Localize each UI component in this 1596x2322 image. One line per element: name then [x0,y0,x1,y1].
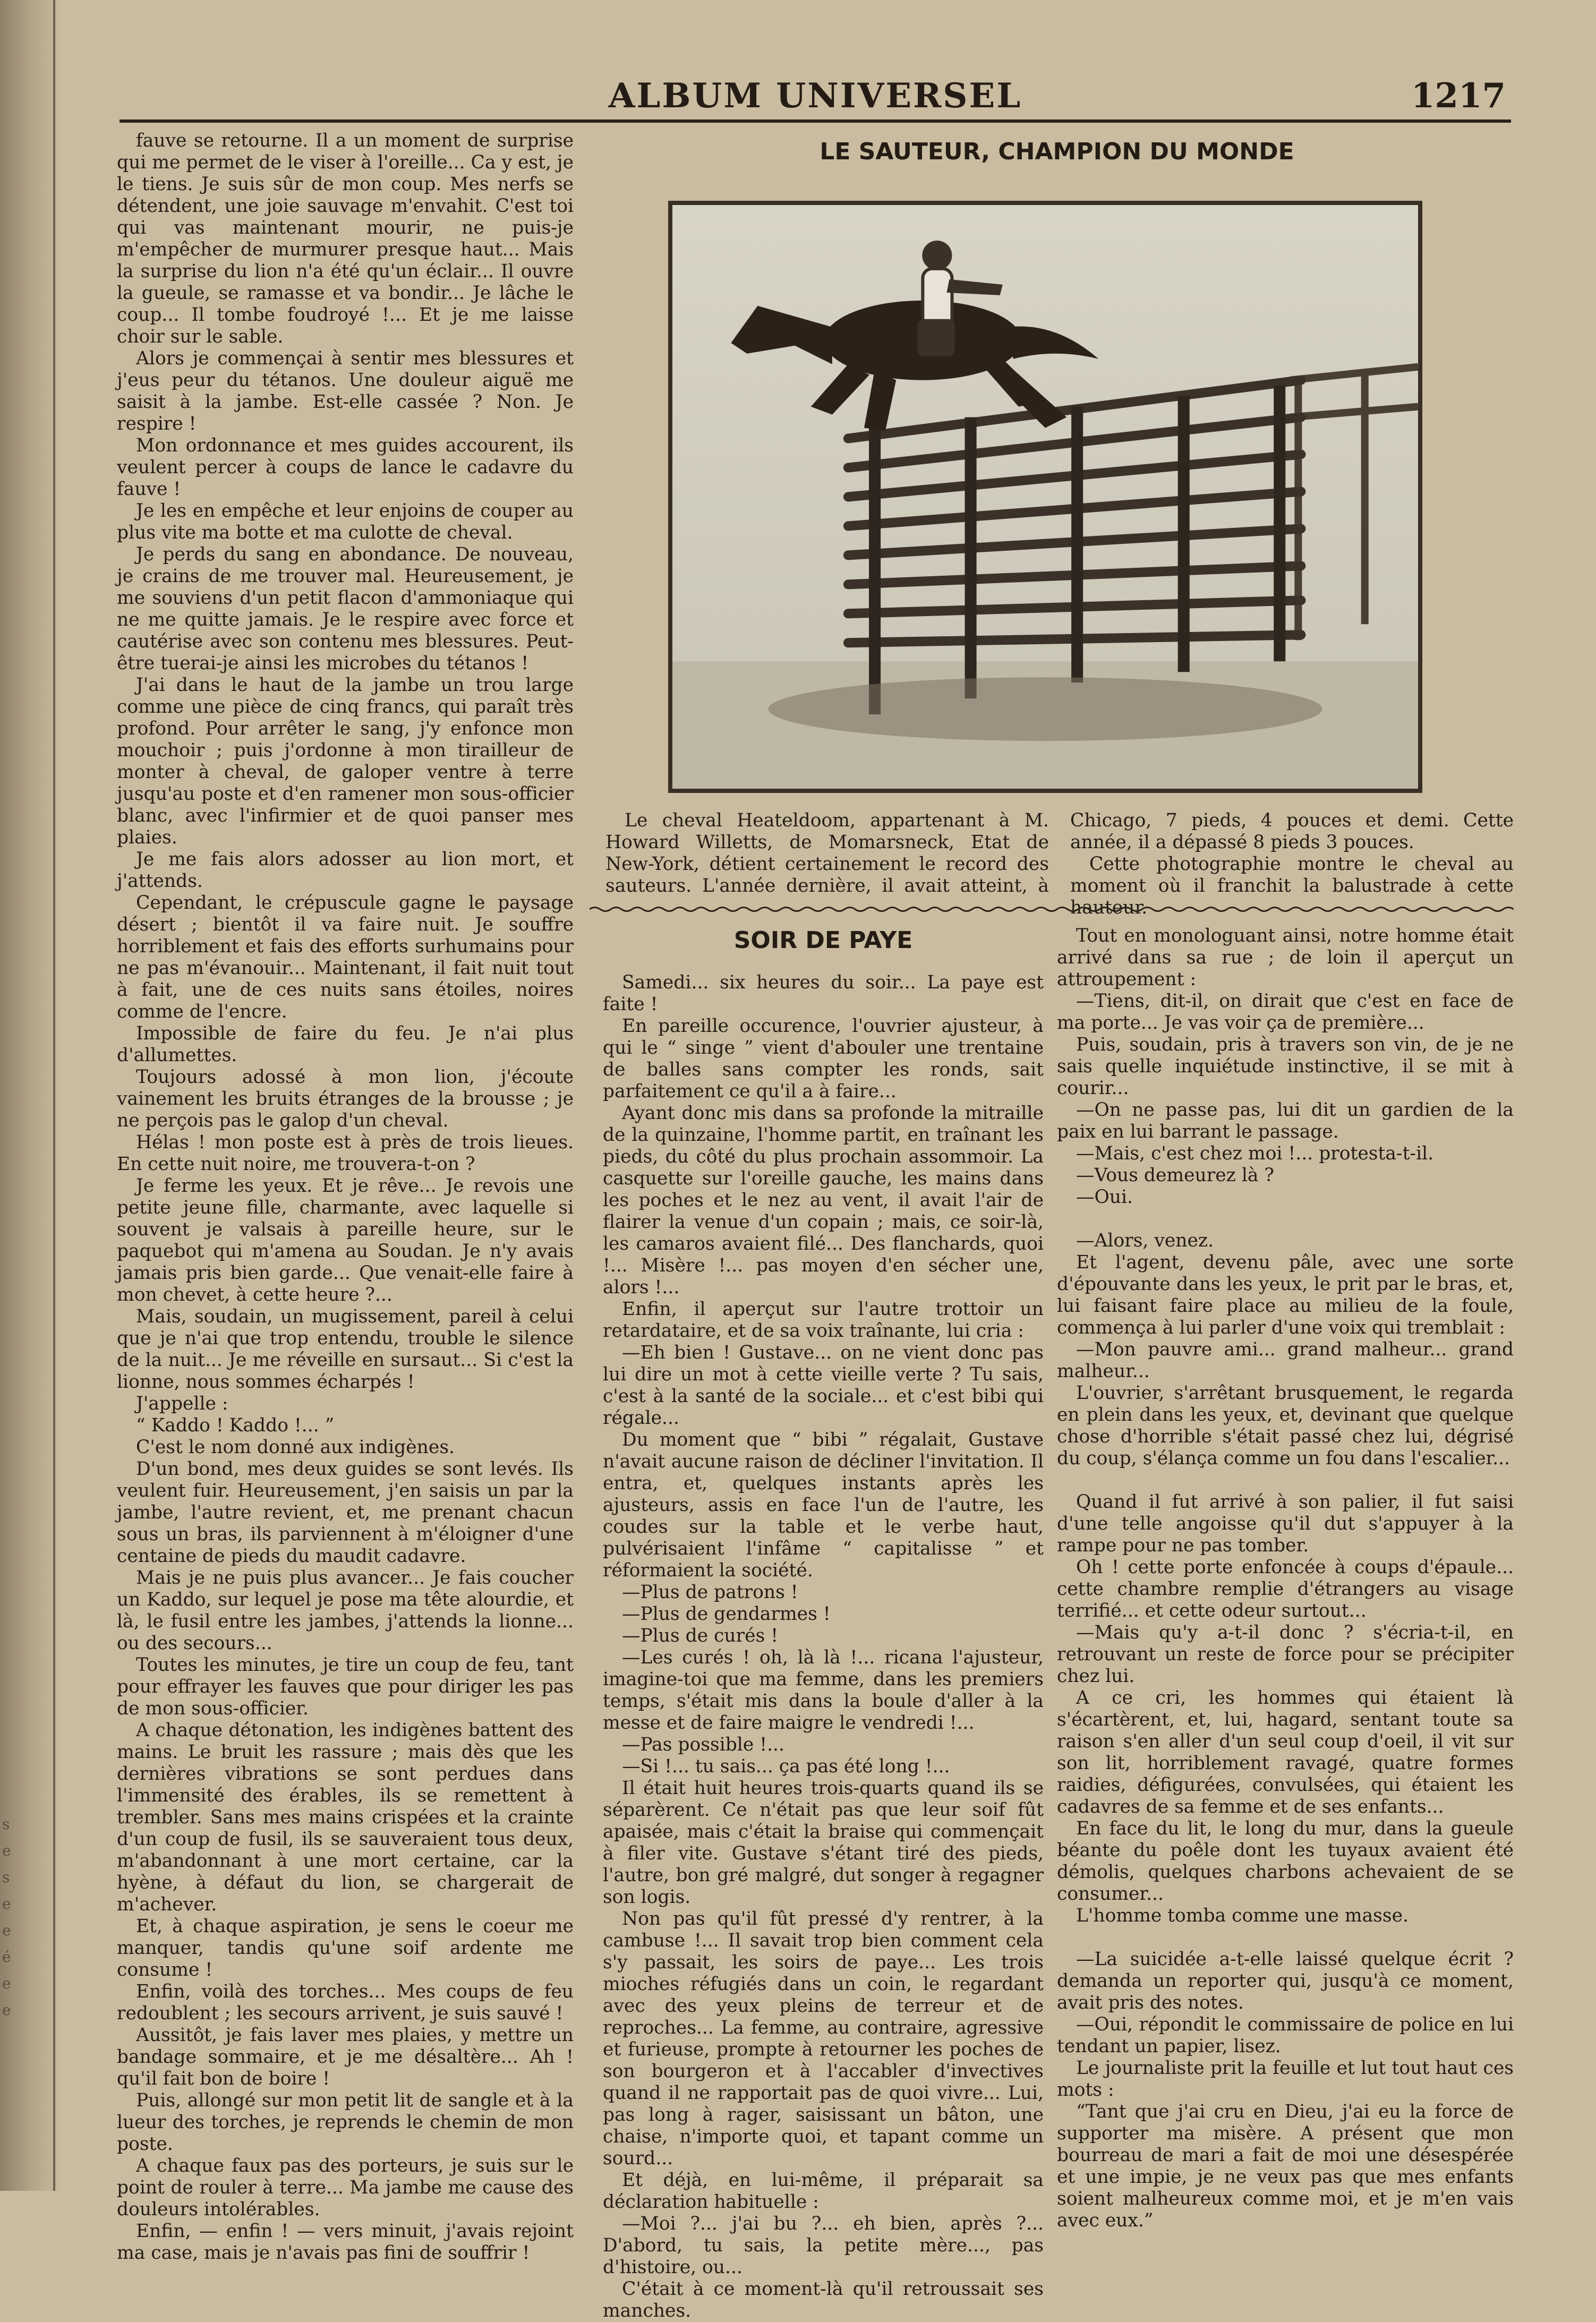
paragraph: Quand il fut arrivé à son palier, il fut saisi d'une telle angoisse qu'il dut s'appuyer à la rampe pour ne pas tomber. [1057,1491,1514,1556]
paragraph: “ Kaddo ! Kaddo !... ” [136,1415,335,1436]
paragraph: —Eh bien ! Gustave... on ne vient donc pas lui dire un mot à cette vieille verte ? Tu sais, c'est à la santé de la sociale... et c'est bibi qui régale... [603,1342,1044,1429]
paragraph: —Mais qu'y a-t-il donc ? s'écria-t-il, en retrouvant un reste de force pour se précipiter chez lui. [1057,1622,1514,1687]
paragraph: Toutes les minutes, je tire un coup de feu, tant pour effrayer les fauves que pour diriger les pas de mon sous-officier. [117,1654,574,1719]
paragraph: Samedi... six heures du soir... La paye est faite ! [603,972,1044,1015]
margin-fragment: e [2,2001,11,2019]
paragraph: En face du lit, le long du mur, dans la gueule béante du poêle dont les tuyaux avaient été démolis, quelques charbons achevaient de se consumer... [1057,1818,1514,1905]
paragraph: fauve se retourne. Il a un moment de surprise qui me permet de le viser à l'oreille... Ca y est, je le tiens. Je suis sûr de mon coup. Mes nerfs se détendent, une joie sauvage m'envahit. C'est toi qui vas maintenant mourir, ne puis-je m'empêcher de murmurer presque haut... Mais la surprise du lion n'a été qu'un éclair... Il ouvre la gueule, se ramasse et va bondir... Je lâche le coup... Il tombe foudroyé !... Et je me laisse choir sur le sable. [117,130,574,347]
paragraph: Cette photographie montre le cheval au moment où il franchit la balustrade à cette hauteur. [1070,853,1514,918]
paragraph: C'est le nom donné aux indigènes. [136,1437,455,1458]
story-title: SOIR DE PAYE [733,927,913,954]
story-column-b [1057,925,1514,2232]
paragraph: L'homme tomba comme une masse. [1076,1905,1409,1926]
paragraph: —Plus de gendarmes ! [622,1603,831,1625]
journal-title: ALBUM UNIVERSEL [608,76,1022,116]
margin-fragment: e [2,1975,11,1992]
paragraph: —Pas possible !... [622,1734,784,1755]
paragraph: J'ai dans le haut de la jambe un trou large comme une pièce de cinq francs, qui paraît très profond. Pour arrêter le sang, j'y enfonce mon mouchoir ; puis j'ordonne à mon tirailleur de monter à cheval, de galoper ventre à terre jusqu'au poste et d'en ramener mon sous-officier blanc, avec l'infirmier et de quoi panser mes plaies. [117,675,574,848]
paragraph: Impossible de faire du feu. Je n'ai plus d'allumettes. [117,1023,574,1066]
paragraph: “Tant que j'ai cru en Dieu, j'ai eu la force de supporter ma misère. A présent que mon bourreau de mari a fait de moi une désespérée et une impie, je ne veux pas que mes enfants soient malheureux comme moi, et je m'en vais avec eux.” [1057,2101,1514,2231]
paragraph: Enfin, — enfin ! — vers minuit, j'avais rejoint ma case, mais je n'avais pas fini de souffrir ! [117,2221,574,2264]
paragraph: —Mais, c'est chez moi !... protesta-t-il. [1076,1143,1434,1164]
paragraph: Hélas ! mon poste est à près de trois lieues. En cette nuit noire, me trouvera-t-on ? [117,1132,574,1175]
paragraph: Cependant, le crépuscule gagne le paysage désert ; bientôt il va faire nuit. Je souffre horriblement et fais des efforts surhumains pour ne pas m'évanouir... Maintenant, il fait nuit tout à fait, une de ces nuits sans étoiles, noires comme de l'encre. [117,892,574,1022]
margin-fragment: e [2,1922,11,1939]
paragraph: C'était à ce moment-là qu'il retroussait ses manches. [603,2278,1044,2321]
paragraph: Mais, soudain, un mugissement, pareil à celui que je n'ai que trop entendu, trouble le silence de la nuit... Je me réveille en sursaut... Si c'est la lionne, nous sommes écharpés ! [117,1306,574,1393]
paragraph: A chaque détonation, les indigènes battent des mains. Le bruit les rassure ; mais dès que les dernières vibrations se sont perdues dans l'immensité des érables, ils se remettent à trembler. Sans mes mains crispées et la crainte d'un coup de fusil, ils se sauveraient tous deux, m'abandonnant à une mort certaine, car la hyène, à défaut du lion, se chargerait de m'achever. [117,1720,574,1915]
feature-title: LE SAUTEUR, CHAMPION DU MONDE [820,138,1294,165]
paragraph: Mais je ne puis plus avancer... Je fais coucher un Kaddo, sur lequel je pose ma tête alourdie, et là, le fusil entre les jambes, j'attends la lionne... ou des secours... [117,1567,574,1654]
paragraph: —Vous demeurez là ? [1076,1165,1274,1186]
paragraph: —Plus de curés ! [622,1625,779,1646]
paragraph: Mon ordonnance et mes guides accourent, ils veulent percer à coups de lance le cadavre du fauve ! [117,435,574,500]
paragraph: Aussitôt, je fais laver mes plaies, y mettre un bandage sommaire, et je me désaltère... Ah ! qu'il fait bon de boire ! [117,2025,574,2089]
left-column-text [117,130,574,2264]
paragraph: Alors je commençai à sentir mes blessures et j'eus peur du tétanos. Une douleur aiguë me saisit à la jambe. Est-elle cassée ? Non. Je respire ! [117,348,574,434]
paragraph: Et, à chaque aspiration, je sens le coeur me manquer, tandis qu'une soif ardente me consume ! [117,1916,574,1980]
paragraph: Enfin, il aperçut sur l'autre trottoir un retardataire, et de sa voix traînante, lui cria : [603,1299,1044,1342]
page-header [120,72,1511,123]
paragraph [1057,1927,1514,1949]
paragraph: Et l'agent, devenu pâle, avec une sorte d'épouvante dans les yeux, le prit par le bras, et, lui faisant faire place au milieu de la foule, commença à lui parler d'une voix qui tremblait : [1057,1252,1514,1338]
photo-drawing [672,205,1418,789]
margin-fragment: e [2,1895,11,1913]
margin-fragments [2,1811,13,2024]
page-edge [53,0,55,2191]
paragraph: Puis, soudain, pris à travers son vin, de je ne sais quelle inquiétude instinctive, il se mit à courir... [1057,1034,1514,1099]
margin-fragment: s [2,1815,10,1833]
paragraph: —Les curés ! oh, là là !... ricana l'ajusteur, imagine-toi que ma femme, dans les premiers temps, s'était mis dans la boule d'aller à la messe et de faire maigre le vendredi !... [603,1647,1044,1734]
paragraph: Il était huit heures trois-quarts quand ils se séparèrent. Ce n'était pas que leur soif fût apaisée, mais c'était la braise qui commençait à filer vite. Gustave s'étant tiré des pieds, l'autre, bon gré malgré, dut songer à regagner son logis. [603,1778,1044,1908]
paragraph: Ayant donc mis dans sa profonde la mitraille de la quinzaine, l'homme partit, en traînant les pieds, du côté du plus prochain assommoir. La casquette sur l'oreille gauche, les mains dans les poches et le nez au vent, il avait l'air de flairer la venue d'un copain ; mais, ce soir-là, les camaros avaient filé... Des flanchards, quoi !... Misère !... pas moyen d'en sécher une, alors !... [603,1103,1044,1298]
paragraph: Oh ! cette porte enfoncée à coups d'épaule... cette chambre remplie d'étrangers au visage terrifié... et cette odeur surtout... [1057,1557,1514,1621]
paragraph: —Moi ?... j'ai bu ?... eh bien, après ?... D'abord, tu sais, la petite mère..., pas d'histoire, ou... [603,2213,1044,2278]
paragraph: Du moment que “ bibi ” régalait, Gustave n'avait aucune raison de décliner l'invitation. Il entra, et, quelques instants après les ajusteurs, assis en face l'un de l'autre, les coudes sur la table et le verbe haut, pulvérisaient l'infâme “ capitalisse ” et réformaient la société. [603,1429,1044,1581]
paragraph: Non pas qu'il fût pressé d'y rentrer, à la cambuse !... Il savait trop bien comment cela s'y passait, les soirs de paye... Les trois mioches réfugiés dans un coin, le regardant avec des yeux pleins de terreur et de reproches... La femme, au contraire, agressive et furieuse, prompte à retourner les poches de son bourgeron et à l'accabler d'invectives quand il ne rapportait pas de quoi vivre... Lui, pas long à rager, saisissant un bâton, une chaise, n'importe quoi, et tapant comme un sourd... [603,1908,1044,2169]
photo-caption [605,810,1514,919]
paragraph: —Oui. [1076,1186,1133,1208]
paragraph: —Tiens, dit-il, on dirait que c'est en face de ma porte... Je vas voir ça de première... [1057,991,1514,1034]
paragraph: Tout en monologuant ainsi, notre homme était arrivé dans sa rue ; de loin il aperçut un attroupement : [1057,925,1514,990]
margin-fragment: é [2,1948,11,1966]
paragraph: Le journaliste prit la feuille et lut tout haut ces mots : [1057,2058,1514,2101]
paragraph: J'appelle : [136,1393,228,1414]
paragraph: En pareille occurence, l'ouvrier ajusteur, à qui le “ singe ” vient d'abouler une trentaine de balles sans compter les ronds, sait parfaitement ce qu'il a à faire... [603,1015,1044,1102]
paragraph: —La suicidée a-t-elle laissé quelque écrit ? demanda un reporter qui, jusqu'à ce moment, avait pris des notes. [1057,1949,1514,2013]
paragraph [1057,1470,1514,1491]
paragraph: —Si !... tu sais... ça pas été long !... [622,1756,950,1777]
paragraph: Et déjà, en lui-même, il préparait sa déclaration habituelle : [603,2170,1044,2213]
horse-jump-photo [668,201,1422,793]
paragraph: Je me fais alors adosser au lion mort, et j'attends. [117,849,574,892]
story-column-a [603,972,1044,2322]
paragraph: Puis, allongé sur mon petit lit de sangle et à la lueur des torches, je reprends le chemin de mon poste. [117,2090,574,2155]
paragraph: L'ouvrier, s'arrêtant brusquement, le regarda en plein dans les yeux, et, devinant que quelque chose d'horrible s'était passé chez lui, dégrisé du coup, s'élança comme un fou dans l'escalier... [1057,1382,1514,1469]
paragraph [1057,1208,1514,1230]
page-number: 1217 [1411,76,1506,116]
paragraph: —Plus de patrons ! [622,1582,798,1603]
paragraph: —On ne passe pas, lui dit un gardien de la paix en lui barrant le passage. [1057,1099,1514,1142]
paragraph: Je ferme les yeux. Et je rêve... Je revois une petite jeune fille, charmante, avec laquelle si souvent je valsais à pareille heure, sur le paquebot qui m'amena au Soudan. Je n'y avais jamais pris bien garde... Que venait-elle faire à mon chevet, à cette heure ?... [117,1175,574,1305]
paragraph: D'un bond, mes deux guides se sont levés. Ils veulent fuir. Heureusement, j'en saisis un par la jambe, l'autre revient, et, me prenant chacun sous un bras, ils parviennent à m'éloigner d'une centaine de pieds du maudit cadavre. [117,1458,574,1567]
paragraph: Toujours adossé à mon lion, j'écoute vainement les bruits étranges de la brousse ; je ne perçois pas le galop d'un cheval. [117,1066,574,1131]
paragraph: —Alors, venez. [1076,1230,1214,1251]
wavy-divider [590,906,1514,913]
paragraph: A chaque faux pas des porteurs, je suis sur le point de rouler à terre... Ma jambe me cause des douleurs intolérables. [117,2155,574,2220]
paragraph: Je perds du sang en abondance. De nouveau, je crains de me trouver mal. Heureusement, je me souviens d'un petit flacon d'ammoniaque qui ne me quitte jamais. Je le respire avec force et cautérise avec son contenu mes blessures. Peut-être tuerai-je ainsi les microbes du tétanos ! [117,544,574,674]
paragraph: —Mon pauvre ami... grand malheur... grand malheur... [1057,1339,1514,1382]
paragraph: A ce cri, les hommes qui étaient là s'écartèrent, et, lui, hagard, sentant toute sa raison s'en aller d'un seul coup d'oeil, il vit sur son lit, horriblement ravagé, quatre formes raidies, défigurées, convulsées, qui étaient les cadavres de sa femme et de ses enfants... [1057,1687,1514,1817]
paragraph: Enfin, voilà des torches... Mes coups de feu redoublent ; les secours arrivent, je suis sauvé ! [117,1981,574,2024]
paragraph: Le cheval Heateldoom, appartenant à M. Howard Willetts, de Momarsneck, Etat de New-York, détient certainement le record des sauteurs. L'année dernière, il avait atteint, à Chicago, 7 pieds, 4 pouces et demi. Cette année, il a dépassé 8 pieds 3 pouces. [605,810,1514,897]
paragraph: —Oui, répondit le commissaire de police en lui tendant un papier, lisez. [1057,2014,1514,2057]
margin-fragment: s [2,1868,10,1886]
paragraph: Je les en empêche et leur enjoins de couper au plus vite ma botte et ma culotte de cheval. [117,500,574,543]
margin-fragment: e [2,1842,11,1859]
